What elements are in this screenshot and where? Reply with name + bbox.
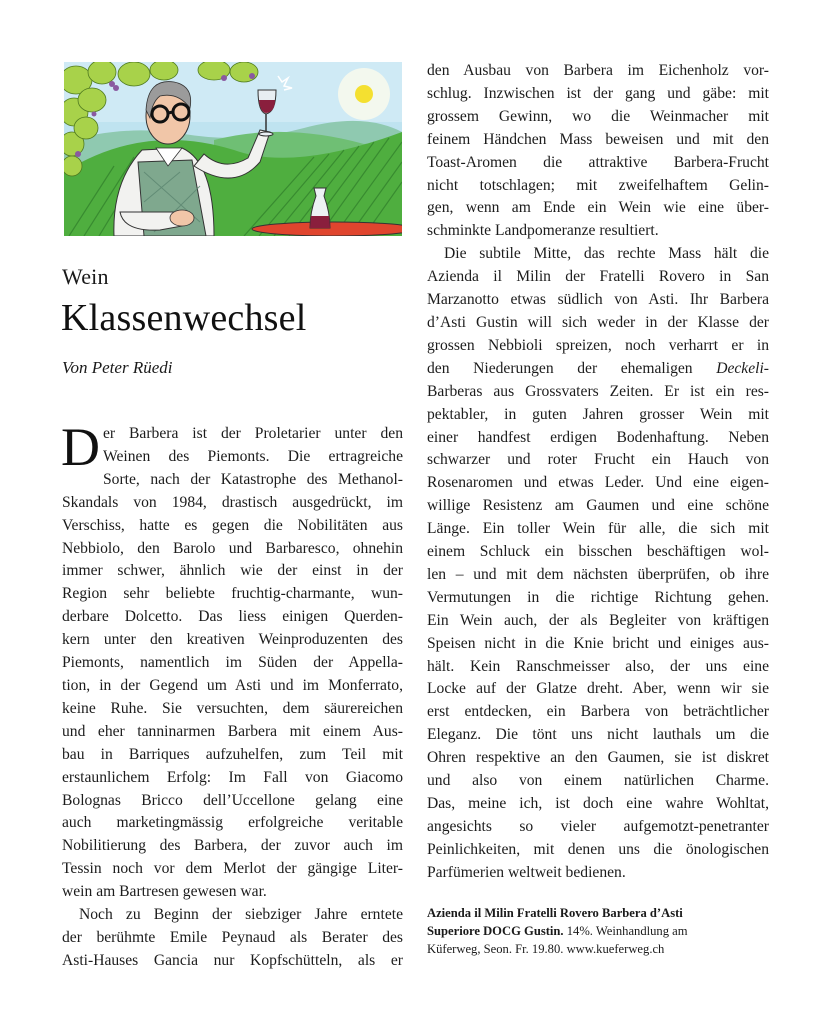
text-line: Ein Wein auch, der als Begleiter von kräftigen [427,611,769,629]
illustration-image [64,62,402,236]
text-line: Bolognas Bricco dell’Uccellone gelang eine [62,791,403,809]
wine-critic-illustration [64,62,402,236]
wine-info-box [427,905,767,958]
text-line: den Niederungen der ehemaligen Deckeli- [427,359,769,377]
article-column-right [427,60,769,885]
author-byline: Von Peter Rüedi [62,358,173,377]
text-line: Eleganz. Die tönt uns nicht lauthals um die [427,726,769,744]
text-line: Länge. Ein toller Wein für alle, die sich mit [427,520,769,538]
text-line: einem Schluck ein bisschen beschäftigen wol- [427,543,769,561]
text-line: Sorte, nach der Katastrophe des Methanol- [103,470,403,488]
text-line: Skandals von 1984, drastisch ausgedrückt, im [62,493,403,511]
text-line: erst entdecken, ein Barbera von beträchtlicher [427,703,769,721]
text-line: Das, meine ich, ist doch eine wahre Wohltat, [427,795,769,812]
wine-name: Azienda il Milin Fratelli Rovero Barbera d’Asti [427,906,683,920]
text-line: feinem Händchen Mass beweisen und mit den [427,130,769,148]
info-line [427,941,767,959]
text-line: hält. Kein Ranschmeisser also, der uns eine [427,657,769,675]
text-line: Die subtile Mitte, das rechte Mass hält die [444,245,769,263]
text-line: schlug. Inzwischen ist der gang und gäbe: mit [427,84,769,102]
text-line: angesichts so vieler aufgemotzt-penetranter [427,817,769,835]
wine-details: Küferweg, Seon. Fr. 19.80. www.kueferweg.ch [427,941,665,956]
section-label: Wein [62,264,109,289]
text-line: den Ausbau von Barbera im Eichenholz vor- [427,62,769,79]
article-paragraph [62,904,403,973]
text-line: Asti-Hauses Gancia nur Kopfschütteln, als er [62,951,403,969]
text-line: Rosenaromen und etwas Leder. Und eine eigen- [427,474,769,492]
text-line: Toast-Aromen die attraktive Barbera-Frucht [427,153,769,171]
text-line: Locke auf der Glatze dreht. Aber, wenn wir sie [427,680,769,698]
text-line: und eher tanninarmen Barbera mit einem Aus- [62,722,403,740]
wine-details: 14%. Weinhandlung am [563,923,688,938]
text-line: erstaunlichem Erfolg: Im Fall von Giacomo [62,768,403,786]
article-paragraph [427,243,769,884]
drop-cap: D [61,417,100,477]
text-line: immer schwer, ähnlich wie der einst in der [62,562,403,580]
italic-term: Deckeli- [716,359,769,377]
text-line: der berühmte Emile Peynaud als Berater des [62,928,403,946]
text-line: Nebbiolo, den Barolo und Barbaresco, ohnehin [62,539,403,557]
text-line: auch marketingmässig erfolgreiche veritable [62,814,403,832]
text-line: willige Resistenz am Gaumen und eine schöne [427,497,769,515]
text-line: Peinlichkeiten, mit denen uns die önologischen [427,840,769,858]
text-line: grossem Gewinn, wo die Weinmacher mit [427,107,769,125]
text-line: Parfümerien weltweit bedienen. [427,863,626,881]
text-line: kern unter den kreativen Weinproduzenten des [62,631,403,649]
text-line: Vermutungen in die richtige Richtung gehen. [427,588,769,606]
text-line: schwarzer und roter Frucht ein Hauch von [427,451,769,469]
text-line: derbare Dolcetto. Das liess einigen Querden- [62,608,403,626]
text-line: und also von einem natürlichen Charme. [427,772,769,790]
text-line: keine Ruhe. Sie versuchten, dem säurereichen [62,699,403,717]
info-line [427,923,767,941]
text-line: nicht totschlagen; mit zweifelhaftem Gelin- [427,176,769,194]
sun-icon [355,85,373,103]
text-line: wein am Bartresen gewesen war. [62,883,267,901]
text-line: Noch zu Beginn der siebziger Jahre erntete [79,906,403,924]
text-line: bau in Barriques aufzuhelfen, zum Teil mit [62,745,403,763]
text-line: gen, wenn am Ende ein Wein wie eine über- [427,199,769,217]
text-line: er Barbera ist der Proletarier unter den [103,425,403,442]
text-line: Verschiss, hatte es gegen die Nobilitäten aus [62,516,403,534]
text-line: grossen Nebbioli spreizen, noch verharrt er in [427,336,769,354]
text-line: Piemonts, namentlich im Süden der Appella- [62,654,403,672]
info-line [427,905,767,923]
text-line: Region sehr beliebte fruchtig-charmante, wun- [62,585,403,603]
text-line: Azienda il Milin der Fratelli Rovero in San [427,268,769,286]
text-line: Weinen des Piemonts. Die ertragreiche [103,447,403,465]
text-line: Nobilitierung des Barbera, der zuvor auch im [62,837,403,855]
article-paragraph [61,417,403,904]
article-column-left [61,417,403,973]
text-line: Speisen nicht in die Knie bricht und einiges aus- [427,634,769,652]
text-line: Barberas aus Grossvaters Zeiten. Er ist ein res- [427,382,769,400]
text-line: pektabler, in guten Jahren grosser Wein mit [427,405,769,423]
text-line: schminkte Landpomeranze resultiert. [427,222,659,240]
text-line: Marzanotto etwas südlich von Asti. Ihr Barbera [427,291,769,309]
text-line: Ohren respektive an den Gaumen, sie ist diskret [427,749,769,767]
text-line: len – und mit dem nächsten überprüfen, ob ihre [427,565,769,583]
article-title: Klassenwechsel [61,297,307,339]
text-line: d’Asti Gustin will sich weder in der Klasse der [427,313,769,331]
article-paragraph [427,60,769,243]
text-line: tion, in der Gegend um Asti und im Monferrato, [62,676,403,694]
text-line: Tessin noch vor dem Merlot der gängige Liter- [62,860,403,878]
text-line: einer handfest erdigen Bodenhaftung. Neben [427,428,769,446]
wine-name: Superiore DOCG Gustin. [427,923,564,938]
